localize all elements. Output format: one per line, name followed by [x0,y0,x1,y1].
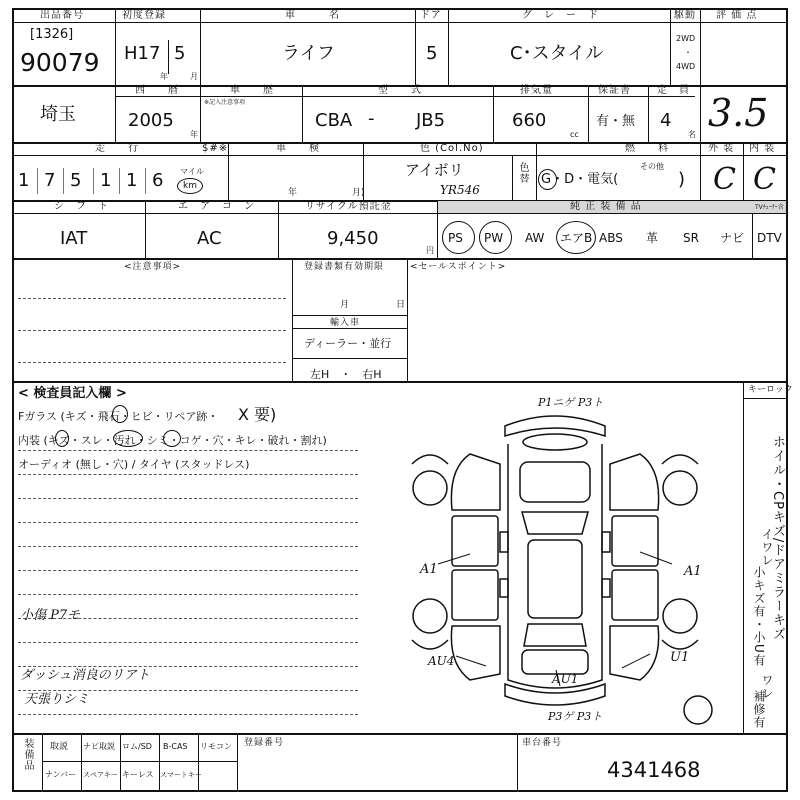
history-label: 車 歴 [230,85,274,96]
left-rear-door [452,570,498,620]
doors-value: 5 [426,43,438,64]
score-label: 評 価 点 [716,10,758,21]
fuel-close: ) [678,169,686,190]
row3-label-line [12,155,788,156]
frame-bottom [12,790,788,792]
right-rear-fender [610,626,659,680]
registration-label: 初度登録 [122,10,166,21]
div [743,398,788,399]
unit-km: km [183,181,197,191]
equip-pw-circle [479,221,512,254]
capacity-unit: 名 [688,130,696,139]
footer-manual: 取説 [50,742,69,752]
div [145,168,146,194]
tv-tuner-label: TVﾁｭｰﾅｰ含 [755,204,784,211]
shift-label: シ フ ト [54,201,109,212]
equip-navi: ナビ [720,231,745,245]
reg-month-unit: 月 [190,72,198,81]
model-code: JB5 [416,110,446,131]
year-value: 2005 [128,110,174,131]
keylock-label: キーロック [748,385,793,395]
equip-airbag-circle [556,221,596,254]
div [292,315,407,316]
handwritten-note-2: ダッシュ消良のリアト [20,668,150,683]
grade-label: グ レ ー ド [522,10,599,21]
mileage-digit-1: 1 [18,170,30,191]
row4-bottom-line [12,258,788,260]
div [63,168,64,194]
drive-4wd: 4WD [676,62,696,71]
inspection-label: 車 検 [276,143,320,154]
score-value: 3.5 [708,91,769,135]
mileage-label: 走 行 [95,143,139,154]
car-damage-diagram [360,384,740,732]
interior-grade: C [753,162,776,197]
vertical-note-5: 補修有 [752,690,766,729]
arch [662,455,698,464]
car-name-label: 車 名 [285,10,340,21]
fuel-other-label: その他 [640,162,664,171]
lot-label: 出品番号 [40,10,84,21]
caution-line [18,298,286,299]
inspection-year: 年 [288,188,298,198]
div [415,8,416,85]
front-bumper [505,416,605,436]
inspector-bottom-line [12,733,788,735]
roof [528,540,582,618]
inspection-month: 月) [352,188,365,198]
div [168,40,169,74]
equip-airbag: エアB [560,231,593,245]
div [292,358,407,359]
footer-rom-sd: ロム/SD [122,742,152,751]
color-value: アイボリ [405,161,464,179]
hood [520,462,590,502]
row4-label-line [12,213,788,214]
body-outline [508,444,602,688]
capacity-label: 定 員 [657,85,690,96]
leader-au4 [456,656,486,666]
caution-line [18,330,286,331]
dash [18,474,358,475]
div [115,8,116,142]
fuel-label: 燃 料 [625,143,669,154]
arch [662,640,698,649]
left-front-door [452,516,498,566]
frame-right [786,8,788,792]
div [700,8,701,200]
unit-km-circle [177,178,203,194]
right-handle [602,579,610,597]
div [292,258,293,381]
warranty-value: 有・無 [596,114,636,129]
docs-month: 月 [340,300,350,310]
import-label: 輸入車 [330,318,361,328]
displacement-value: 660 [512,110,547,131]
mileage-digit-5: 1 [126,170,138,191]
equip-pw: PW [484,231,504,245]
div [448,8,449,85]
dealer-option: ディーラー・並行 [304,337,392,350]
reg-number-label: 登録番号 [244,738,285,748]
left-mirror [500,532,508,552]
dash [18,594,358,595]
recycle-unit: 円 [426,246,434,255]
div [145,200,146,258]
inspector-glass-line: Fガラス (キズ・飛石・ヒビ・リペア跡・ [18,410,219,423]
footer-remote: リモコン [200,742,232,751]
left-front-fender [451,454,500,510]
ac-label: エ ア コ ン [178,201,255,212]
year-label: 西 暦 [135,85,179,96]
steering-option: 左H ・ 右H [310,368,382,381]
dash [18,450,358,451]
equip-ps: PS [448,231,463,245]
div [200,8,201,85]
arch [412,640,448,649]
equip-ps-circle [442,221,475,254]
arch [412,455,448,464]
interior-stain-circle [163,430,181,447]
glass-chip-circle [112,405,128,423]
footer-plate: ナンバー [45,770,77,779]
location: 埼玉 [40,104,76,125]
model-prefix: CBA [315,110,353,131]
div [42,761,237,762]
wheel-front-right [663,471,697,505]
footer-navi-manual: ナビ取説 [83,742,115,751]
drive-label: 駆動 [674,10,696,21]
equip-sr: SR [683,231,699,245]
right-rear-door [612,570,658,620]
capacity-value: 4 [660,110,672,131]
grade-value: C･スタイル [510,43,604,64]
footer-smart-key: スマートキー [160,771,202,779]
div [228,142,229,200]
meter-label: $#※ [202,143,229,154]
unit-mile: マイル [180,167,204,176]
trunk [522,650,588,674]
rear-window [524,624,586,646]
div [517,733,518,790]
inspector-glass-mark: X 要) [238,405,277,424]
diagram-au1: AU1 [552,672,579,686]
inspector-audio-line: オーディオ (無し・穴) / タイヤ (スタッドレス) [18,458,250,471]
wheel-rear-left [413,599,447,633]
equip-abs: ABS [599,231,623,245]
div [743,142,744,200]
wheel-rear-right [663,599,697,633]
color-label: 色 (Col.No) [420,143,484,154]
reg-year-unit: 年 [160,72,168,81]
dash [18,714,358,715]
equip-dtv: DTV [757,231,782,245]
color-code: YR546 [440,183,480,197]
doors-label: ドア [420,10,442,21]
registration-month: 5 [174,43,186,64]
div [93,168,94,194]
left-handle [500,579,508,597]
vertical-note-4: ワレ [760,674,774,700]
interior-dirt-circle [113,430,143,447]
year-unit: 年 [190,130,198,139]
recycle-label: リサイクル預託金 [305,201,392,212]
div [407,258,408,381]
div [119,168,120,194]
inspector-interior-line: 内装 (キズ・スレ・汚れ・シミ・コゲ・穴・キレ・破れ・割れ) [18,434,327,447]
handwritten-note-1: 小傷 P7モ [20,608,81,623]
diagram-bottom-note: P3ゲ P3ト [548,710,603,723]
model-label: 型 式 [378,85,422,96]
interior-label: 内 装 [749,143,776,154]
dash [18,642,358,643]
docs-label: 登録書類有効期限 [304,262,385,272]
caution-label: <注意事項> [124,262,182,272]
div [278,200,279,258]
color-change: 色替 [517,162,528,184]
sales-point-label: <セールスポイント> [410,262,507,272]
wheel-front-left [413,471,447,505]
div [536,142,537,200]
equipment-label: 純 正 装 備 品 [570,201,642,212]
dash [18,522,358,523]
div [752,213,753,258]
chassis-label: 車台番号 [522,738,563,748]
recycle-value: 9,450 [327,228,379,249]
mileage-digit-6: 6 [152,170,164,191]
mileage-digit-3: 5 [70,170,82,191]
leader-right-a1 [640,552,672,564]
displacement-unit: cc [570,130,579,139]
fuel-g-circle [538,169,557,190]
div [512,156,513,200]
row1-label-line [12,22,788,23]
vertical-note-1: ホイル・CPキズ/ドアミラーキズ [770,435,785,642]
drive-2wd: 2WD [676,34,696,43]
footer-keyless: キーレス [122,770,154,779]
diagram-u1: U1 [670,650,690,665]
div [648,85,649,142]
equip-leather: 革 [646,231,659,245]
leader-u1 [622,654,650,668]
history-note: ※記入注意事項 [204,99,246,106]
caution-line [18,362,286,363]
exterior-grade: C [713,162,736,197]
warranty-label: 保証書 [598,85,631,96]
dash [18,546,358,547]
footer-row-label: 装備品 [22,738,33,771]
div [493,85,494,142]
ac-value: AC [197,228,222,249]
vertical-note-2: イワレ [760,528,774,567]
div [200,85,201,142]
div [588,85,589,142]
fuel-options: G・D・電気( [541,172,619,187]
notes-bottom-line [12,381,788,383]
div [743,381,744,733]
shift-value: IAT [60,228,88,249]
mileage-digit-4: 1 [100,170,112,191]
docs-day: 日 [396,300,406,310]
footer-bcas: B-CAS [163,742,188,751]
diagram-au4: AU4 [428,654,455,668]
interior-scratch-circle [55,430,69,447]
vertical-note-3: 小キズ有・小U有 [752,566,766,667]
lot-number: 90079 [20,48,100,77]
car-name: ライフ [282,43,335,64]
div [237,733,238,790]
diagram-right-a1: A1 [684,564,702,579]
spare-tire [684,696,712,724]
left-rear-fender [451,626,500,680]
dash [18,498,358,499]
windshield [522,512,588,534]
leader-left-a1 [438,554,470,564]
right-mirror [602,532,610,552]
div [670,8,671,85]
handwritten-note-3: 天張りシミ [24,692,90,707]
div [302,85,303,142]
div [37,168,38,194]
mileage-digit-2: 7 [44,170,56,191]
right-front-fender [610,454,659,510]
rear-bumper [505,684,605,705]
right-front-door [612,516,658,566]
footer-spare-key: スペアキー [83,771,118,779]
frame-left [12,8,14,792]
equip-aw: AW [525,231,545,245]
diagram-top-note: P1ニゲ P3ト [538,396,604,409]
model-dash: - [368,108,375,129]
dash [18,570,358,571]
front-grille [523,434,587,450]
exterior-label: 外 装 [708,143,735,154]
chassis-number: 4341468 [607,758,701,782]
lot-venue: [1326] [30,27,74,42]
inspector-title: < 検査員記入欄 > [18,386,127,401]
diagram-left-a1: A1 [420,562,438,577]
registration-era: H17 [124,43,161,64]
displacement-label: 排気量 [520,85,553,96]
